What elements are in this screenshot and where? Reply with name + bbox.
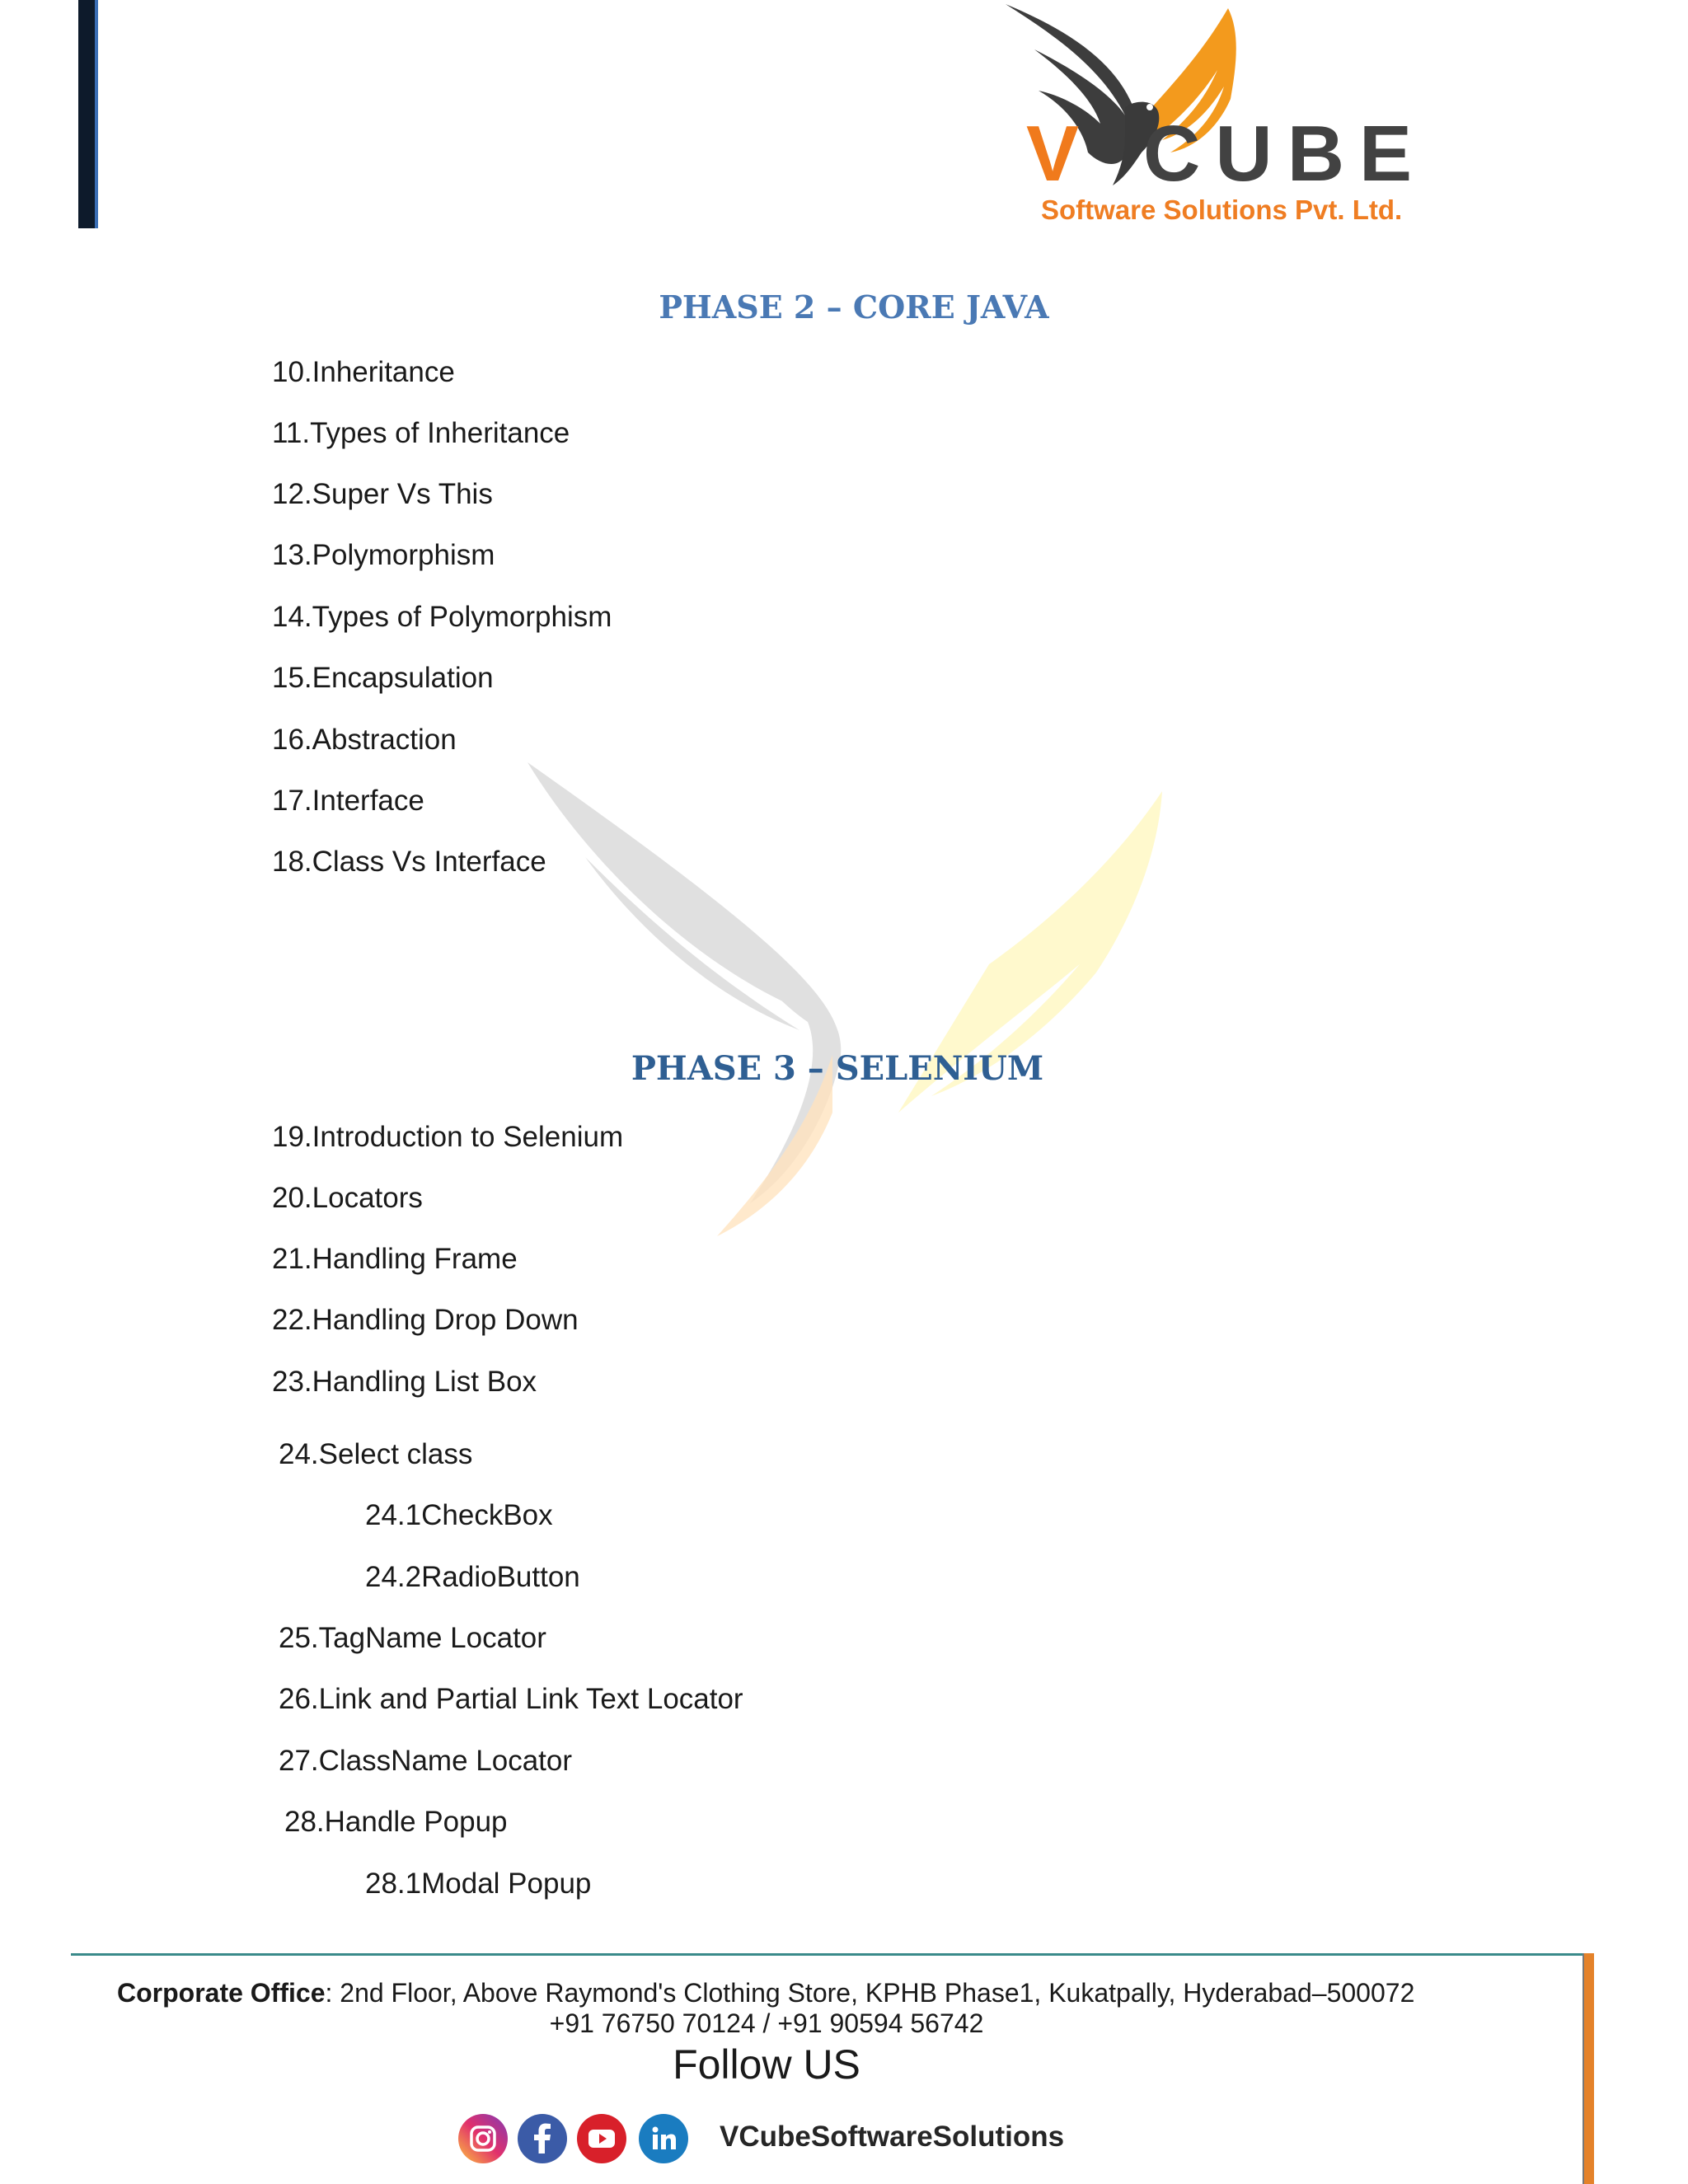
instagram-icon[interactable] [458,2114,508,2163]
logo-wordmark: V CUBE [1026,110,1428,198]
list-item: 28.Handle Popup [284,1806,508,1838]
list-item: 13.Polymorphism [272,539,495,571]
social-handle[interactable]: VCubeSoftwareSolutions [720,2121,1065,2153]
list-item: 17.Interface [272,785,424,817]
list-item: 14.Types of Polymorphism [272,601,612,633]
list-item: 10.Inheritance [272,356,455,388]
list-item: 15.Encapsulation [272,662,494,694]
list-item: 16.Abstraction [272,724,457,756]
contact-phones: +91 76750 70124 / +91 90594 56742 [549,2008,984,2038]
list-item: 27.ClassName Locator [279,1745,572,1777]
corporate-office-label: Corporate Office [117,1978,326,2008]
follow-us-heading: Follow US [673,2041,860,2088]
facebook-icon[interactable] [518,2114,567,2163]
eagle-watermark-icon [519,758,1179,1253]
list-item: 25.TagName Locator [279,1622,546,1654]
list-item: 19.Introduction to Selenium [272,1121,624,1153]
list-item: 21.Handling Frame [272,1243,518,1275]
vcube-logo [1001,0,1447,231]
linkedin-icon[interactable] [639,2114,688,2163]
list-item: 28.1Modal Popup [365,1868,592,1900]
left-accent-bar [78,0,98,228]
list-item: 24.1CheckBox [365,1499,553,1531]
logo-tagline: Software Solutions Pvt. Ltd. [1041,194,1403,225]
list-item: 23.Handling List Box [272,1366,537,1398]
list-item: 24.2RadioButton [365,1561,580,1593]
list-item: 24.Select class [279,1438,473,1470]
phase-2-title: PHASE 2 – CORE JAVA [659,288,1049,326]
list-item: 22.Handling Drop Down [272,1304,579,1336]
corporate-office-address: Corporate Office: 2nd Floor, Above Raymond's Clothing Store, KPHB Phase1, Kukatpally, Hyderabad–500072 [117,1978,1415,2008]
phase-3-title: PHASE 3 – SELENIUM [631,1049,1044,1088]
youtube-icon[interactable] [577,2114,626,2163]
list-item: 20.Locators [272,1182,423,1214]
list-item: 26.Link and Partial Link Text Locator [279,1683,743,1715]
list-item: 11.Types of Inheritance [272,417,570,449]
footer-divider [71,1953,1587,1956]
list-item: 12.Super Vs This [272,478,493,510]
right-accent-bar [1582,1953,1594,2184]
list-item: 18.Class Vs Interface [272,846,546,878]
